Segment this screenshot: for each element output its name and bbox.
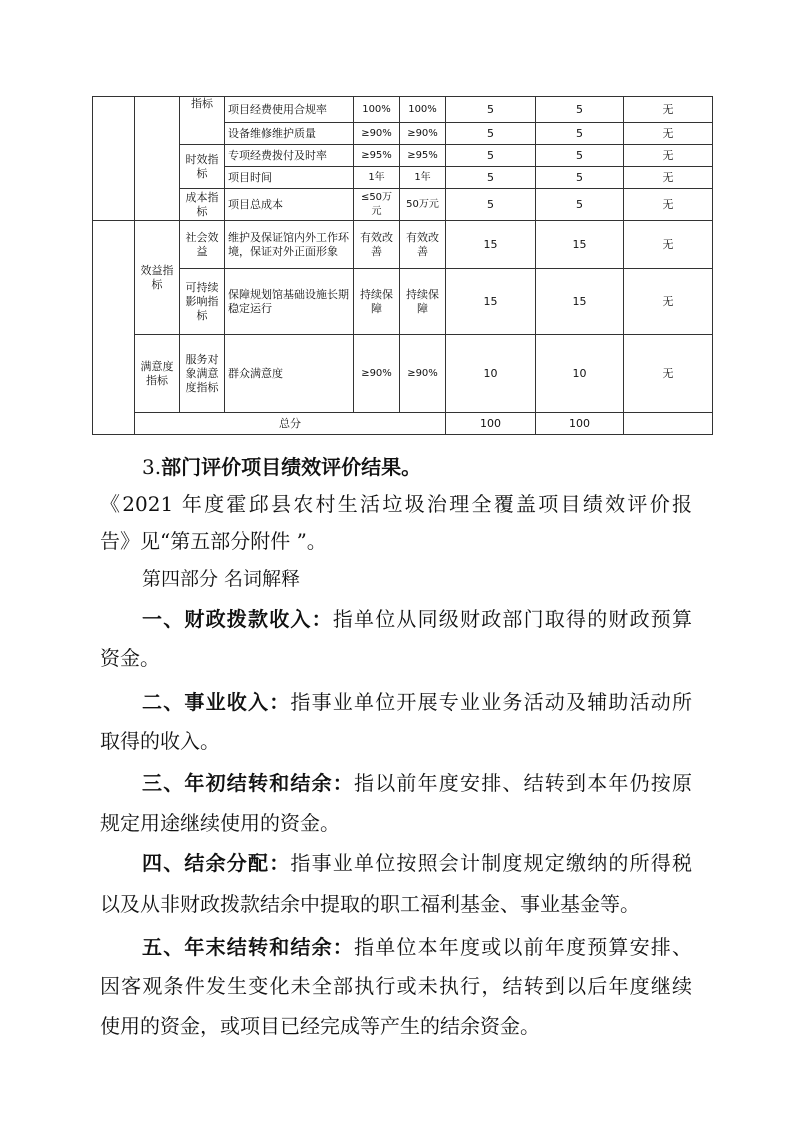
level2-cell: 服务对象满意度指标 [180, 335, 225, 413]
term-definition-cont: 因客观条件发生变化未全部执行或未执行，结转到以后年度继续 [100, 974, 692, 998]
table-row [93, 145, 713, 167]
term-item [142, 607, 692, 631]
deviation-cell: 无 [624, 335, 713, 413]
level2-cell: 时效指标 [180, 145, 225, 189]
level3-cell: 项目总成本 [225, 189, 354, 221]
weight-cell: 5 [446, 123, 536, 145]
term-definition-cont: 使用的资金，或项目已经完成等产生的结余资金。 [100, 1014, 540, 1038]
term-definition-cont: 以及从非财政拨款结余中提取的职工福利基金、事业基金等。 [100, 892, 640, 916]
term-label: 三、年初结转和结余： [142, 771, 354, 795]
section3-heading-text: 部门评价项目绩效评价结果。 [161, 455, 422, 479]
total-label: 总分 [135, 413, 446, 435]
level3-cell: 群众满意度 [225, 335, 354, 413]
term-definition-cont: 规定用途继续使用的资金。 [100, 811, 340, 835]
target-cell: ≥90% [354, 335, 400, 413]
outer-left-cell-empty [93, 221, 135, 435]
weight-cell: 5 [446, 167, 536, 189]
deviation-cell: 无 [624, 269, 713, 335]
section3-body-line2: 告》见“第五部分附件 ”。 [100, 529, 327, 553]
score-cell: 5 [536, 123, 624, 145]
actual-cell: 1年 [400, 167, 446, 189]
level3-cell: 保障规划馆基础设施长期稳定运行 [225, 269, 354, 335]
score-cell: 5 [536, 97, 624, 123]
score-cell: 5 [536, 167, 624, 189]
table-row [93, 189, 713, 221]
target-cell: ≥95% [354, 145, 400, 167]
weight-cell: 10 [446, 335, 536, 413]
term-item [142, 771, 692, 795]
target-cell: 1年 [354, 167, 400, 189]
deviation-cell: 无 [624, 97, 713, 123]
level1-cell: 满意度指标 [135, 335, 180, 413]
term-definition: 指单位本年度或以前年度预算安排、 [354, 935, 692, 959]
table-row [93, 97, 713, 123]
deviation-cell: 无 [624, 221, 713, 269]
term-definition: 指单位从同级财政部门取得的财政预算 [332, 607, 693, 631]
level3-cell: 专项经费拨付及时率 [225, 145, 354, 167]
target-cell: ≤50万元 [354, 189, 400, 221]
score-cell: 5 [536, 189, 624, 221]
term-definition-cont: 取得的收入。 [100, 729, 220, 753]
level3-cell: 维护及保证馆内外工作环境，保证对外正面形象 [225, 221, 354, 269]
weight-cell: 5 [446, 189, 536, 221]
deviation-cell: 无 [624, 123, 713, 145]
weight-cell: 5 [446, 145, 536, 167]
table-row [93, 269, 713, 335]
level2-cell: 社会效益 [180, 221, 225, 269]
term-definition: 指事业单位开展专业业务活动及辅助活动所 [290, 690, 693, 714]
level3-cell: 项目时间 [225, 167, 354, 189]
deviation-cell: 无 [624, 145, 713, 167]
table-row [93, 335, 713, 413]
level2-cell: 指标 [180, 97, 225, 145]
target-cell: 持续保障 [354, 269, 400, 335]
section3-body-line1: 《2021 年度霍邱县农村生活垃圾治理全覆盖项目绩效评价报 [100, 492, 692, 516]
actual-cell: 有效改善 [400, 221, 446, 269]
actual-cell: 50万元 [400, 189, 446, 221]
level1b-cell-empty [135, 97, 180, 221]
weight-cell: 15 [446, 269, 536, 335]
total-weight: 100 [446, 413, 536, 435]
score-cell: 5 [536, 145, 624, 167]
term-label: 二、事业收入： [142, 690, 291, 714]
actual-cell: ≥90% [400, 123, 446, 145]
weight-cell: 5 [446, 97, 536, 123]
actual-cell: 持续保障 [400, 269, 446, 335]
actual-cell: 100% [400, 97, 446, 123]
target-cell: 100% [354, 97, 400, 123]
level2-cell: 可持续影响指标 [180, 269, 225, 335]
weight-cell: 15 [446, 221, 536, 269]
table-row [93, 221, 713, 269]
level1-cell: 效益指标 [135, 221, 180, 335]
section3-heading [142, 455, 421, 479]
actual-cell: ≥90% [400, 335, 446, 413]
score-cell: 15 [536, 221, 624, 269]
total-row [93, 413, 713, 435]
term-item [142, 935, 692, 959]
term-label: 五、年末结转和结余： [142, 935, 354, 959]
term-label: 一、财政拨款收入： [142, 607, 333, 631]
level3-cell: 项目经费使用合规率 [225, 97, 354, 123]
actual-cell: ≥95% [400, 145, 446, 167]
deviation-cell: 无 [624, 189, 713, 221]
term-item [142, 690, 692, 714]
performance-indicator-table [92, 96, 713, 435]
term-label: 四、结余分配： [142, 851, 291, 875]
total-deviation-empty [624, 413, 713, 435]
section3-number: 3. [142, 455, 162, 479]
level1-cell-empty [93, 97, 135, 221]
score-cell: 15 [536, 269, 624, 335]
target-cell: ≥90% [354, 123, 400, 145]
score-cell: 10 [536, 335, 624, 413]
part4-heading: 第四部分 名词解释 [142, 568, 301, 590]
level3-cell: 设备维修维护质量 [225, 123, 354, 145]
target-cell: 有效改善 [354, 221, 400, 269]
deviation-cell: 无 [624, 167, 713, 189]
term-definition: 指事业单位按照会计制度规定缴纳的所得税 [290, 851, 693, 875]
total-score: 100 [536, 413, 624, 435]
term-item [142, 851, 692, 875]
level2-cell: 成本指标 [180, 189, 225, 221]
term-definition: 指以前年度安排、结转到本年仍按原 [354, 771, 692, 795]
term-definition-cont: 资金。 [100, 646, 160, 670]
